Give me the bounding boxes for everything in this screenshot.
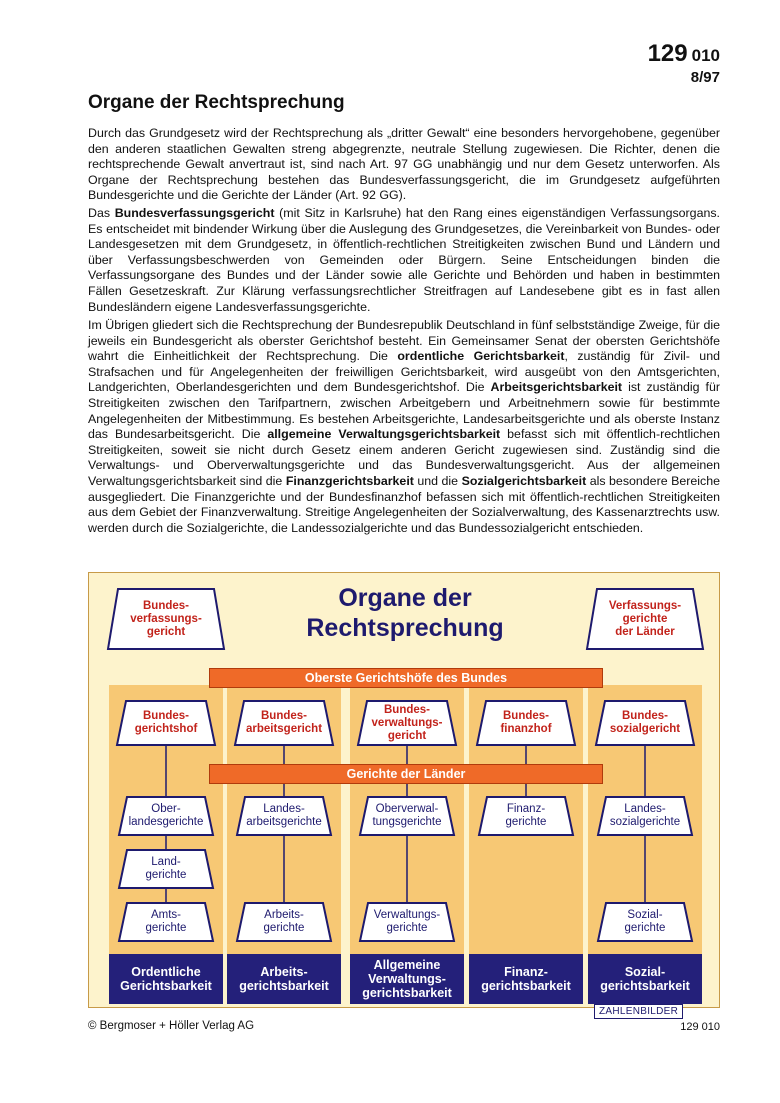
- state-court-label-3: Oberverwal- tungsgerichte: [372, 803, 442, 828]
- federal-court-label-1: Bundes- gerichtshof: [134, 710, 198, 735]
- branch-label-2: Arbeits- gerichtsbarkeit: [227, 954, 341, 1004]
- federal-court-label-5: Bundes- sozialgericht: [609, 710, 681, 735]
- state-court-label-1: Ober- landesgerichte: [128, 803, 204, 828]
- paragraph-branches: Im Übrigen gliedert sich die Rechtsprechung der Bundesrepublik Deutschland in fünf selbstständige Zweige, für die jeweils ein Bundesgericht als oberster Gerichtshof besteht. Ein Gemeinsamer Senat der obersten Gerichtshöfe wahrt die Einheitlichkeit der Rechtsprechung. Die ordentliche Gerichtsbarkeit, zuständig für Zivil- und Strafsachen und für Angelegenheiten der freiwilligen Gerichtsbarkeit, wird ausgeübt von den Amtsgerichten, Landgerichten, Oberlandesgerichten und dem Bundesgerichtshof. Die Arbeitsgerichtsbarkeit ist zuständig für Streitigkeiten zwischen den Tarifpartnern, zwischen Arbeitgebern und Arbeitnehmern sowie für bestimmte Angelegenheiten der Mitbestimmung. Es bestehen Arbeitsgerichte, Landesarbeitsgerichte und als oberste Instanz das Bundesarbeitsgericht. Die allgemeine Verwaltungsgerichtsbarkeit befasst sich mit öffentlich-rechtlichen Streitigkeiten, soweit sie nicht durch Gesetz einem anderen Gericht zugewiesen sind. Zuständig sind die Verwaltungs- und Oberverwaltungsgerichte und das Bundesverwaltungsgericht. Aus der allgemeinen Verwaltungsgerichtsbarkeit sind die Finanzgerichtsbarkeit und die Sozialgerichtsbarkeit als besondere Bereiche ausgegliedert. Die Finanzgerichte und der Bundesfinanzhof befassen sich mit öffentlich-rechtlichen Streitigkeiten aus dem Gebiet der Finanzverwaltung. Streitige Angelegenheiten der Sozialverwaltung, des Kassenarztrechts usw. werden durch die Sozialgerichte, die Landessozialgerichte und das Bundessozialgericht entschieden.: [88, 318, 720, 535]
- first-instance-label-1: Amts- gerichte: [145, 909, 187, 934]
- state-court-label-5: Landes- sozialgerichte: [609, 803, 681, 828]
- zahlenbilder-logo: ZAHLENBILDER: [594, 1004, 683, 1019]
- document-title: Organe der Rechtsprechung: [88, 92, 345, 113]
- page-date: 8/97: [690, 69, 720, 86]
- lverfg-label: Verfassungs- gerichte der Länder: [608, 599, 682, 638]
- footer-publisher: © Bergmoser + Höller Verlag AG: [88, 1020, 255, 1032]
- banner-state-courts: Gerichte der Länder: [209, 764, 603, 784]
- state-court-label-4: Finanz- gerichte: [505, 803, 547, 828]
- state-court-label-2: Landes- arbeitsgerichte: [246, 803, 322, 828]
- landgerichte-label: Land- gerichte: [145, 856, 187, 881]
- federal-court-label-2: Bundes- arbeitsgericht: [245, 710, 323, 735]
- paragraph-intro: Durch das Grundgesetz wird der Rechtsprechung als „dritter Gewalt“ eine besonders hervorgehobene, gegenüber den anderen staatlichen Gewalten streng abgegrenzte, neutrale Stellung zugewiesen. Die Richter, denen die rechtsprechende Gewalt anvertraut ist, sind nach Art. 97 GG unabhängig und nur dem Gesetz unterworfen. Als Organe der Rechtsprechung bestehen das Bundesverfassungsgericht, die im Grundgesetz aufgeführten Bundesgerichte und die Gerichte der Länder (Art. 92 GG).: [88, 126, 720, 203]
- banner-federal-courts: Oberste Gerichtshöfe des Bundes: [209, 668, 603, 688]
- court-structure-diagram: [88, 572, 720, 1008]
- first-instance-label-4: Sozial- gerichte: [624, 909, 666, 934]
- branch-label-1: Ordentliche Gerichtsbarkeit: [109, 954, 223, 1004]
- branch-label-4: Finanz- gerichtsbarkeit: [469, 954, 583, 1004]
- diagram-title: Organe der Rechtsprechung: [306, 584, 504, 642]
- branch-label-5: Sozial- gerichtsbarkeit: [588, 954, 702, 1004]
- federal-court-label-4: Bundes- finanzhof: [500, 710, 552, 735]
- first-instance-label-2: Arbeits- gerichte: [263, 909, 305, 934]
- branch-label-3: Allgemeine Verwaltungs- gerichtsbarkeit: [350, 954, 464, 1004]
- federal-court-label-3: Bundes- verwaltungs- gericht: [371, 703, 443, 742]
- paragraph-bverfg: Das Bundesverfassungsgericht (mit Sitz in Karlsruhe) hat den Rang eines eigenständigen Verfassungsorgans. Es entscheidet mit bindender Wirkung über die Auslegung des Grundgesetzes, die Vereinbarkeit von Bundes- oder Landesgesetzen mit dem Grundgesetz, in öffentlich-rechtlichen Streitigkeiten zwischen Bund und Ländern und über Verfassungsbeschwerden von Gemeinden oder Bürgern. Seine Entscheidungen binden die Verfassungsorgane des Bundes und der Länder sowie alle Gerichte und Behörden und haben in bestimmten Fällen Gesetzeskraft. Zur Klärung verfassungsrechtlicher Streitfragen auf Landesebene gibt es in fast allen Bundesländern eigene Landesverfassungsgerichte.: [88, 206, 720, 314]
- first-instance-label-3: Verwaltungs- gerichte: [373, 909, 441, 934]
- footer-code: 129 010: [680, 1021, 720, 1033]
- page-number: 129 010: [647, 40, 720, 67]
- bverfg-label: Bundes- verfassungs- gericht: [130, 599, 202, 638]
